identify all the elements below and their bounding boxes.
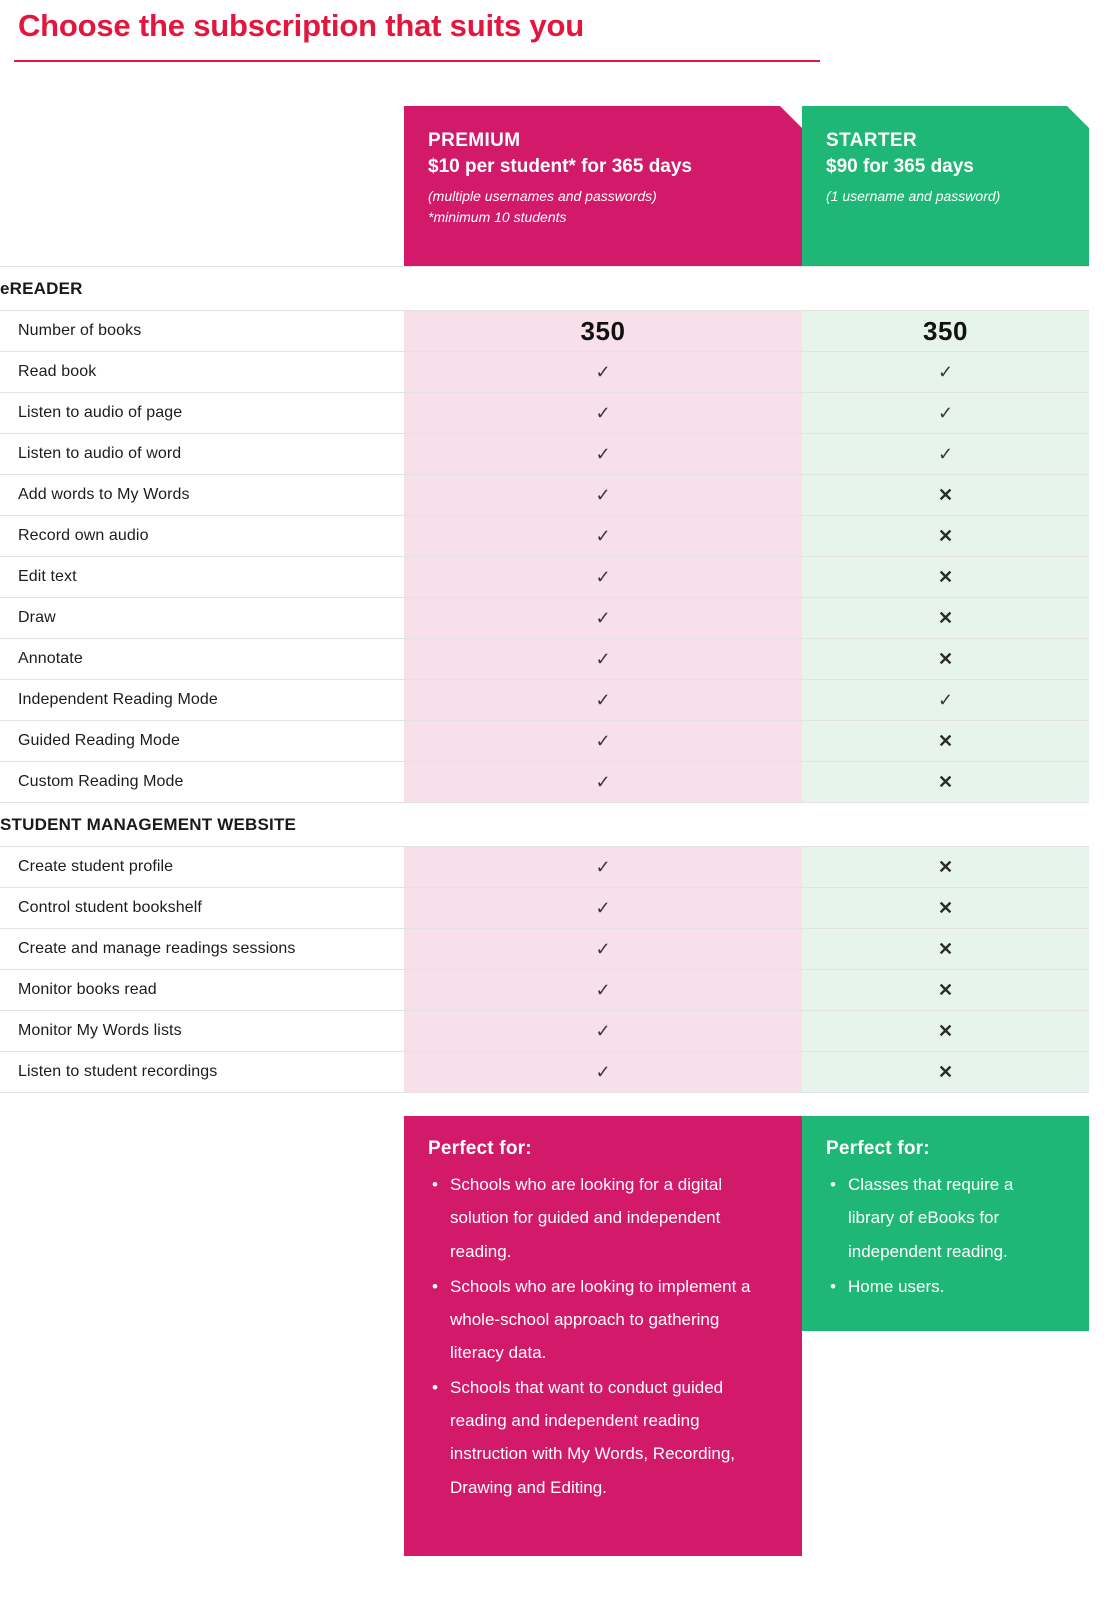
plan-header-row <box>0 106 1113 266</box>
feature-label: Annotate <box>0 639 404 680</box>
check-icon: ✓ <box>595 856 611 877</box>
comparison-grid <box>0 106 1113 1556</box>
cross-icon: ✕ <box>937 897 954 918</box>
check-icon: ✓ <box>595 1061 611 1082</box>
feature-value-premium <box>404 516 802 557</box>
feature-label: Guided Reading Mode <box>0 721 404 762</box>
feature-value-starter <box>802 1011 1089 1052</box>
check-icon: ✓ <box>595 443 611 464</box>
cross-icon: ✕ <box>937 607 954 628</box>
feature-value-premium <box>404 311 802 352</box>
perfect-for-premium-title: Perfect for: <box>428 1138 532 1160</box>
feature-value-premium <box>404 970 802 1011</box>
table-row <box>0 639 1089 680</box>
feature-value-premium <box>404 847 802 888</box>
plan-note-starter-1: (1 username and password) <box>826 188 1001 205</box>
cross-icon: ✕ <box>937 525 954 546</box>
feature-value-premium <box>404 475 802 516</box>
check-icon: ✓ <box>595 689 611 710</box>
feature-label: Number of books <box>0 311 404 352</box>
feature-label: Add words to My Words <box>0 475 404 516</box>
check-icon: ✓ <box>937 689 954 710</box>
feature-value-premium <box>404 680 802 721</box>
section-title: eREADER <box>0 267 404 311</box>
cross-icon: ✕ <box>937 771 954 792</box>
feature-value-premium <box>404 1011 802 1052</box>
check-icon: ✓ <box>595 938 611 959</box>
title-divider <box>14 60 820 62</box>
feature-label: Listen to audio of word <box>0 434 404 475</box>
feature-label: Independent Reading Mode <box>0 680 404 721</box>
table-row <box>0 929 1089 970</box>
feature-value-starter <box>802 311 1089 352</box>
section-header-starter-cell <box>802 267 1089 311</box>
check-icon: ✓ <box>595 566 611 587</box>
feature-label: Control student bookshelf <box>0 888 404 929</box>
table-row <box>0 762 1089 803</box>
section-header-premium-cell <box>404 803 802 847</box>
table-row <box>0 680 1089 721</box>
feature-value-starter <box>802 929 1089 970</box>
check-icon: ✓ <box>595 1020 611 1041</box>
table-row <box>0 475 1089 516</box>
cross-icon: ✕ <box>937 648 954 669</box>
feature-label: Monitor My Words lists <box>0 1011 404 1052</box>
feature-label: Monitor books read <box>0 970 404 1011</box>
plan-price-starter: $90 for 365 days <box>826 156 974 178</box>
page-title: Choose the subscription that suits you <box>18 8 584 43</box>
table-row <box>0 311 1089 352</box>
check-icon: ✓ <box>595 648 611 669</box>
table-row <box>0 721 1089 762</box>
feature-value-premium <box>404 639 802 680</box>
section-header-starter-cell <box>802 803 1089 847</box>
check-icon: ✓ <box>937 402 954 423</box>
check-icon: ✓ <box>595 402 611 423</box>
perfect-for-starter-title: Perfect for: <box>826 1138 930 1160</box>
list-item: • Classes that require a library of eBooks for independent reading. <box>848 1168 1063 1267</box>
perfect-for-starter-list <box>826 1168 1063 1303</box>
feature-label: Listen to audio of page <box>0 393 404 434</box>
feature-value-starter <box>802 598 1089 639</box>
table-row <box>0 1052 1089 1093</box>
check-icon: ✓ <box>595 361 611 382</box>
plan-card-starter[interactable] <box>802 106 1089 266</box>
check-icon: ✓ <box>595 730 611 751</box>
feature-value-starter <box>802 1052 1089 1093</box>
list-item: • Schools who are looking for a digital solution for guided and independent reading. <box>450 1168 776 1267</box>
feature-value-starter <box>802 393 1089 434</box>
feature-label: Listen to student recordings <box>0 1052 404 1093</box>
feature-value-starter <box>802 434 1089 475</box>
check-icon: ✓ <box>937 361 954 382</box>
feature-label: Read book <box>0 352 404 393</box>
feature-value-starter <box>802 680 1089 721</box>
list-item: • Schools who are looking to implement a whole-school approach to gathering literacy data. <box>450 1270 776 1369</box>
feature-label: Record own audio <box>0 516 404 557</box>
feature-value-starter <box>802 970 1089 1011</box>
feature-value-starter <box>802 721 1089 762</box>
feature-value-starter <box>802 475 1089 516</box>
feature-value-starter <box>802 888 1089 929</box>
section-header-premium-cell <box>404 267 802 311</box>
perfect-for-premium <box>404 1116 802 1556</box>
table-row <box>0 393 1089 434</box>
plan-name-starter: STARTER <box>826 130 918 152</box>
check-icon: ✓ <box>595 484 611 505</box>
cross-icon: ✕ <box>937 484 954 505</box>
feature-value-premium <box>404 598 802 639</box>
plan-name-premium: PREMIUM <box>428 130 521 152</box>
feature-value-starter <box>802 762 1089 803</box>
feature-value-premium <box>404 929 802 970</box>
book-count: 350 <box>580 315 626 346</box>
cross-icon: ✕ <box>937 1020 954 1041</box>
table-row <box>0 847 1089 888</box>
check-icon: ✓ <box>595 525 611 546</box>
feature-value-starter <box>802 847 1089 888</box>
feature-value-starter <box>802 352 1089 393</box>
plan-card-premium[interactable] <box>404 106 802 266</box>
cross-icon: ✕ <box>937 1061 954 1082</box>
book-count: 350 <box>923 315 968 346</box>
table-row <box>0 888 1089 929</box>
section-header-row <box>0 267 1089 311</box>
cross-icon: ✕ <box>937 566 954 587</box>
perfect-for-starter <box>802 1116 1089 1331</box>
table-row <box>0 970 1089 1011</box>
feature-label: Edit text <box>0 557 404 598</box>
perfect-for-row <box>0 1116 1113 1556</box>
list-item: • Schools that want to conduct guided reading and independent reading instruction with My Words, Recording, Drawing and Editing. <box>450 1371 776 1504</box>
feature-label: Create and manage readings sessions <box>0 929 404 970</box>
table-row <box>0 516 1089 557</box>
feature-value-starter <box>802 639 1089 680</box>
feature-value-premium <box>404 762 802 803</box>
check-icon: ✓ <box>595 897 611 918</box>
table-row <box>0 434 1089 475</box>
check-icon: ✓ <box>937 443 954 464</box>
cross-icon: ✕ <box>937 979 954 1000</box>
feature-value-starter <box>802 516 1089 557</box>
plan-note-premium-1: (multiple usernames and passwords) <box>428 188 657 205</box>
feature-value-premium <box>404 557 802 598</box>
cross-icon: ✕ <box>937 730 954 751</box>
check-icon: ✓ <box>595 979 611 1000</box>
table-row <box>0 598 1089 639</box>
feature-value-premium <box>404 721 802 762</box>
table-row <box>0 557 1089 598</box>
list-item: • Home users. <box>848 1270 1063 1303</box>
section-title: STUDENT MANAGEMENT WEBSITE <box>0 803 404 847</box>
plan-note-premium-2: *minimum 10 students <box>428 209 567 226</box>
table-row <box>0 352 1089 393</box>
section-header-row <box>0 803 1089 847</box>
cross-icon: ✕ <box>937 856 954 877</box>
title-block <box>0 0 1113 46</box>
table-row <box>0 1011 1089 1052</box>
feature-value-premium <box>404 1052 802 1093</box>
cross-icon: ✕ <box>937 938 954 959</box>
feature-value-premium <box>404 888 802 929</box>
perfect-for-premium-list <box>428 1168 776 1503</box>
feature-label: Custom Reading Mode <box>0 762 404 803</box>
feature-label: Draw <box>0 598 404 639</box>
check-icon: ✓ <box>595 771 611 792</box>
check-icon: ✓ <box>595 607 611 628</box>
plan-price-premium: $10 per student* for 365 days <box>428 156 692 178</box>
feature-label: Create student profile <box>0 847 404 888</box>
feature-value-premium <box>404 393 802 434</box>
feature-comparison-table <box>0 266 1089 1093</box>
feature-value-premium <box>404 352 802 393</box>
feature-value-premium <box>404 434 802 475</box>
feature-value-starter <box>802 557 1089 598</box>
